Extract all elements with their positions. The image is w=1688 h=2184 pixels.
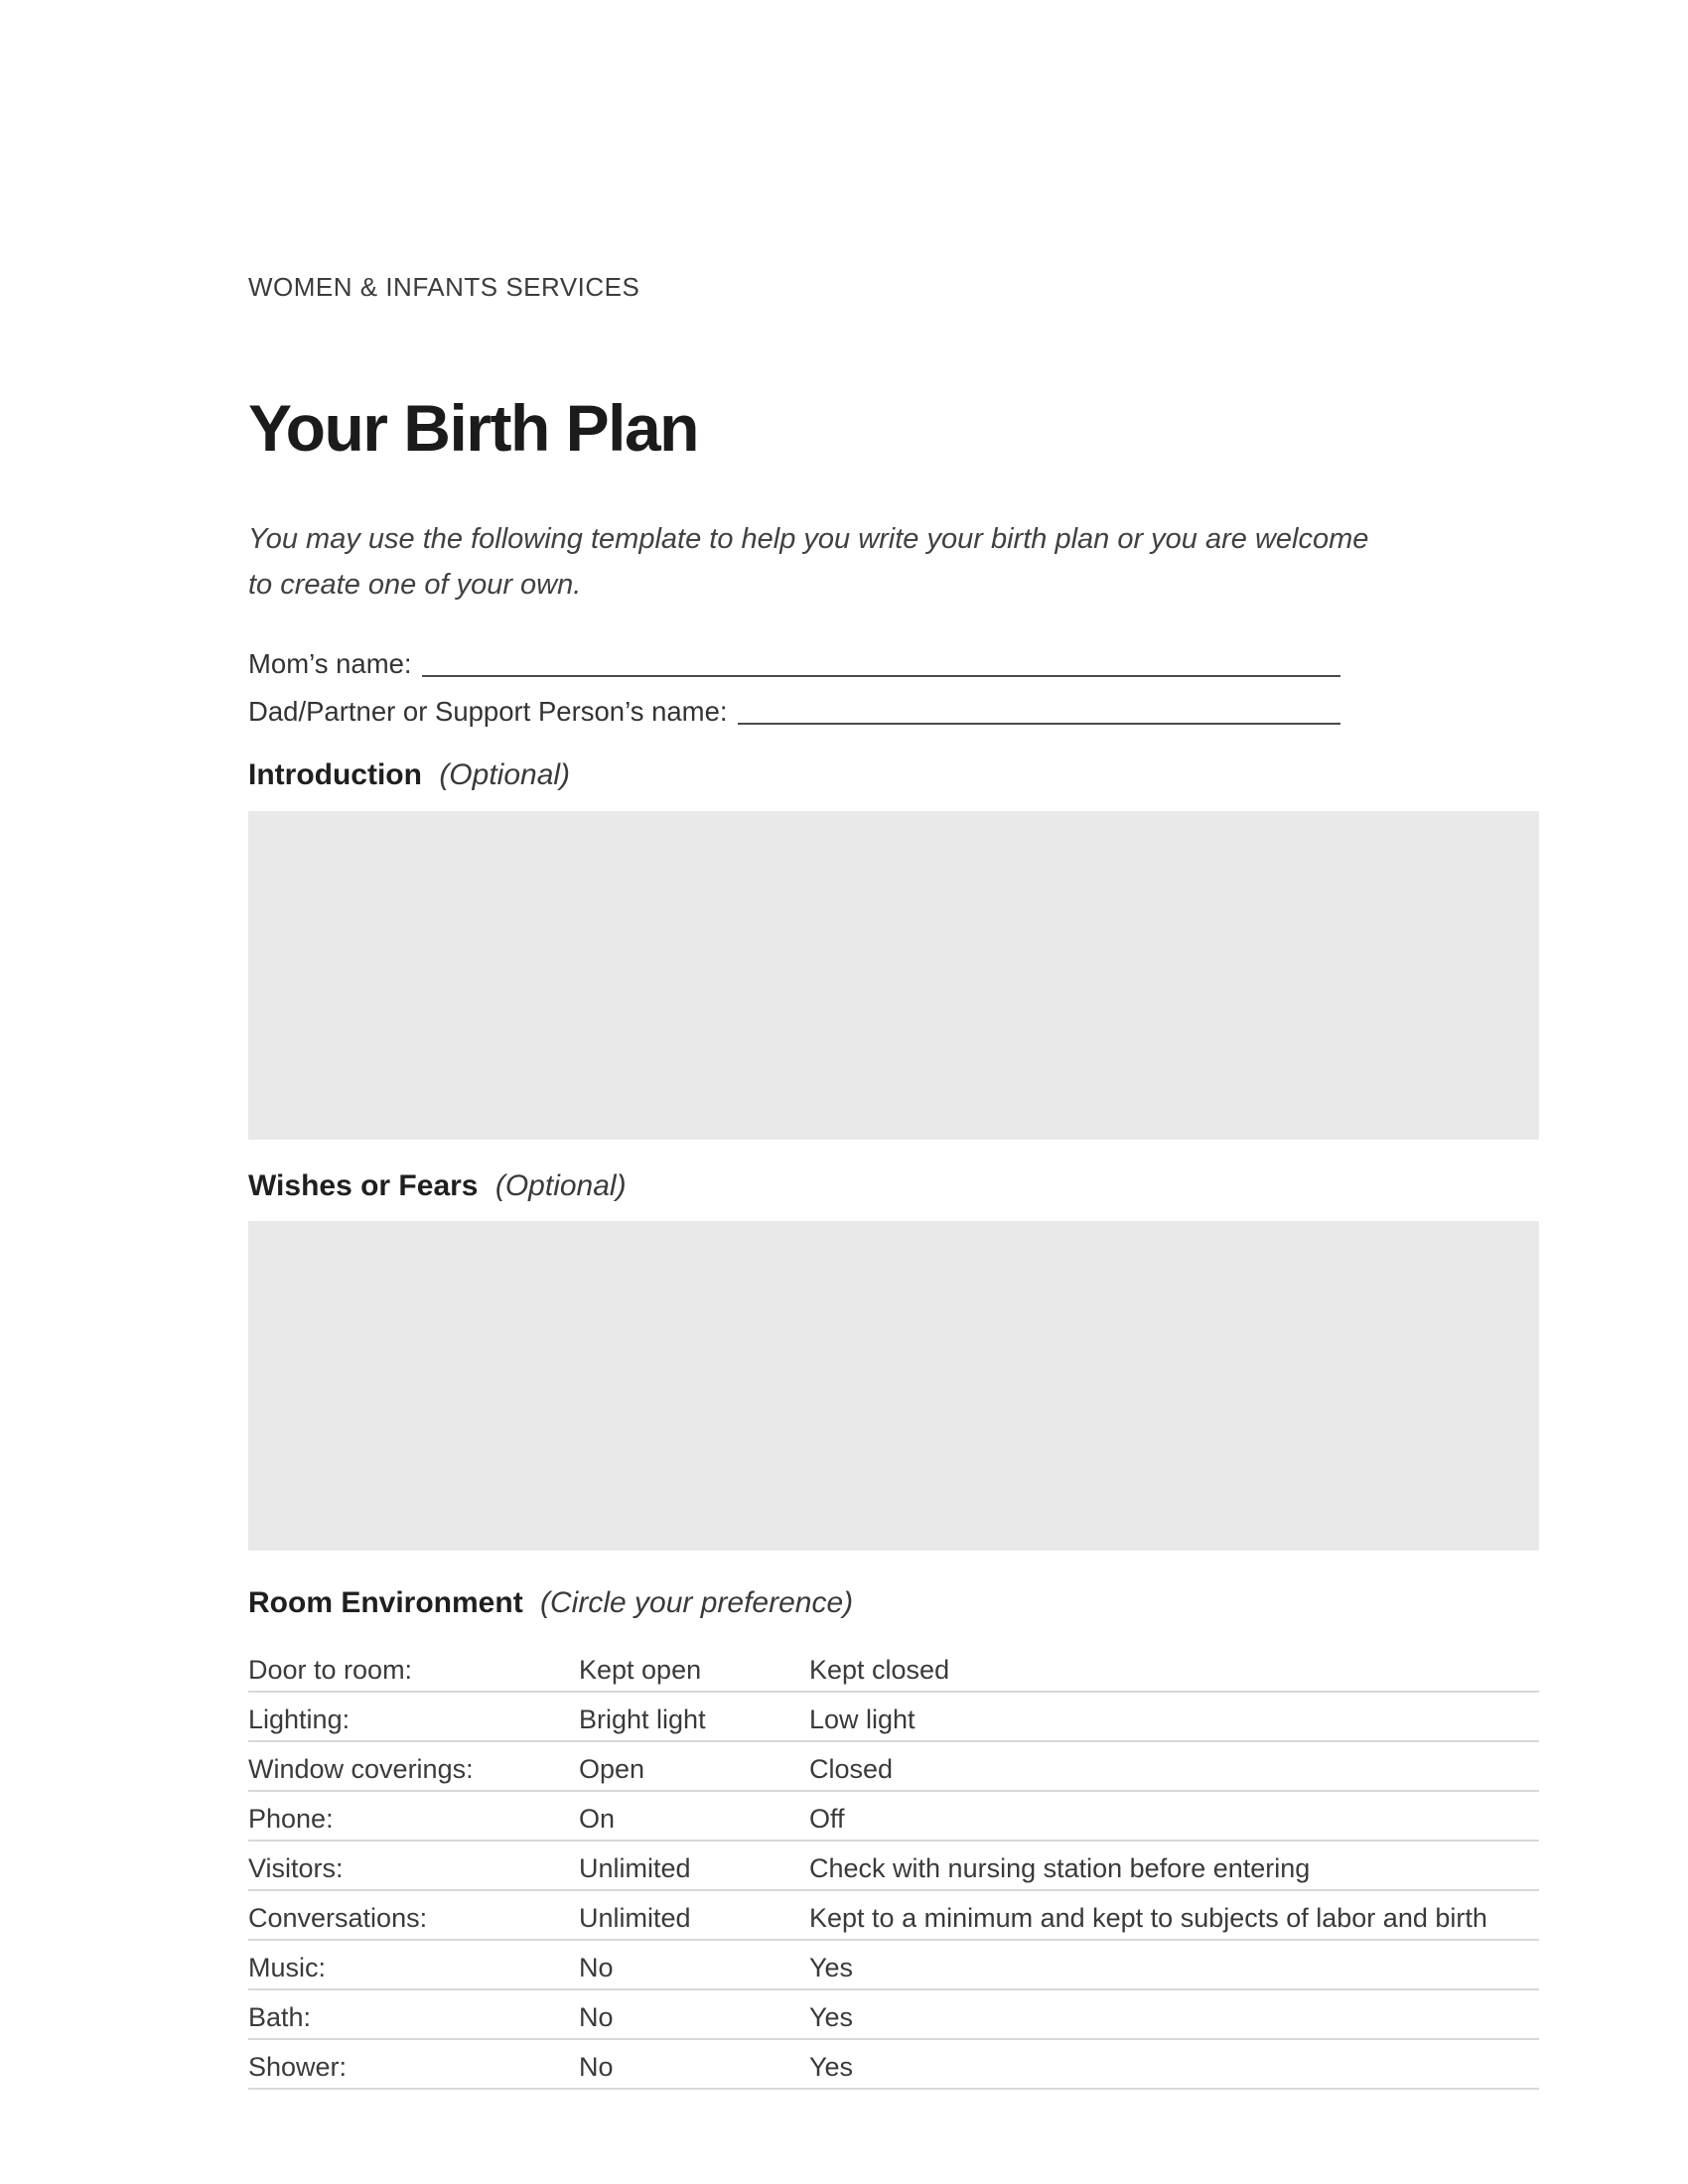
section-heading-wishes-or-fears: [248, 1171, 1539, 1201]
page-title: Your Birth Plan: [248, 391, 698, 465]
page-content: [248, 0, 1539, 2090]
wishes-notes-box[interactable]: [248, 1221, 1539, 1551]
room-environment-heading-qualifier: (Circle your preference): [540, 1586, 854, 1619]
row-label: Phone:: [248, 1804, 334, 1834]
table-row-window-coverings: [248, 1742, 1539, 1792]
table-row-visitors: [248, 1842, 1539, 1891]
option-a[interactable]: Unlimited: [579, 1903, 691, 1933]
option-b[interactable]: Yes: [809, 1953, 854, 1982]
table-row-conversations: [248, 1891, 1539, 1941]
department-eyebrow: WOMEN & INFANTS SERVICES: [248, 272, 640, 302]
row-label: Door to room:: [248, 1655, 413, 1685]
row-label: Music:: [248, 1953, 327, 1982]
section-heading-introduction: [248, 760, 1539, 790]
introduction-heading-qualifier: (Optional): [439, 758, 571, 791]
row-label: Lighting:: [248, 1705, 351, 1734]
option-b[interactable]: Kept to a minimum and kept to subjects of labor and birth: [809, 1903, 1487, 1933]
room-environment-table: [248, 1643, 1539, 2090]
table-row-lighting: [248, 1693, 1539, 1742]
option-a[interactable]: Bright light: [579, 1705, 706, 1734]
option-b[interactable]: Yes: [809, 2052, 854, 2082]
intro-paragraph: [248, 516, 1539, 608]
option-a[interactable]: Kept open: [579, 1655, 702, 1685]
table-row-shower: [248, 2040, 1539, 2090]
introduction-notes-box[interactable]: [248, 811, 1539, 1140]
option-a[interactable]: No: [579, 2002, 614, 2032]
option-b[interactable]: Yes: [809, 2002, 854, 2032]
mom-name-field: [248, 648, 1340, 679]
section-heading-room-environment: [248, 1588, 1539, 1618]
option-b[interactable]: Closed: [809, 1754, 894, 1784]
wishes-heading-qualifier: (Optional): [494, 1169, 627, 1202]
option-a[interactable]: No: [579, 1953, 614, 1982]
option-b[interactable]: Low light: [809, 1705, 915, 1734]
option-b[interactable]: Check with nursing station before entering: [809, 1853, 1311, 1883]
table-row-door: [248, 1643, 1539, 1693]
table-row-music: [248, 1941, 1539, 1990]
room-environment-heading-text: Room Environment: [248, 1586, 523, 1619]
option-a[interactable]: No: [579, 2052, 614, 2082]
intro-line-2: to create one of your own.: [248, 569, 582, 601]
mom-name-input-line[interactable]: [422, 653, 1340, 677]
option-b[interactable]: Kept closed: [809, 1655, 950, 1685]
intro-line-1: You may use the following template to help you write your birth plan or you are welcome: [248, 523, 1369, 555]
table-row-phone: [248, 1792, 1539, 1842]
row-label: Shower:: [248, 2052, 348, 2082]
partner-name-input-line[interactable]: [738, 701, 1340, 725]
row-label: Visitors:: [248, 1853, 344, 1883]
option-a[interactable]: On: [579, 1804, 616, 1834]
option-a[interactable]: Open: [579, 1754, 645, 1784]
wishes-heading-text: Wishes or Fears: [248, 1169, 479, 1202]
row-label: Bath:: [248, 2002, 312, 2032]
row-label: Conversations:: [248, 1903, 428, 1933]
row-label: Window coverings:: [248, 1754, 474, 1784]
partner-name-field: [248, 696, 1340, 727]
mom-name-label: Mom’s name:: [248, 648, 412, 679]
table-row-bath: [248, 1990, 1539, 2040]
option-b[interactable]: Off: [809, 1804, 845, 1834]
introduction-heading-text: Introduction: [248, 758, 422, 791]
partner-name-label: Dad/Partner or Support Person’s name:: [248, 696, 728, 727]
option-a[interactable]: Unlimited: [579, 1853, 691, 1883]
